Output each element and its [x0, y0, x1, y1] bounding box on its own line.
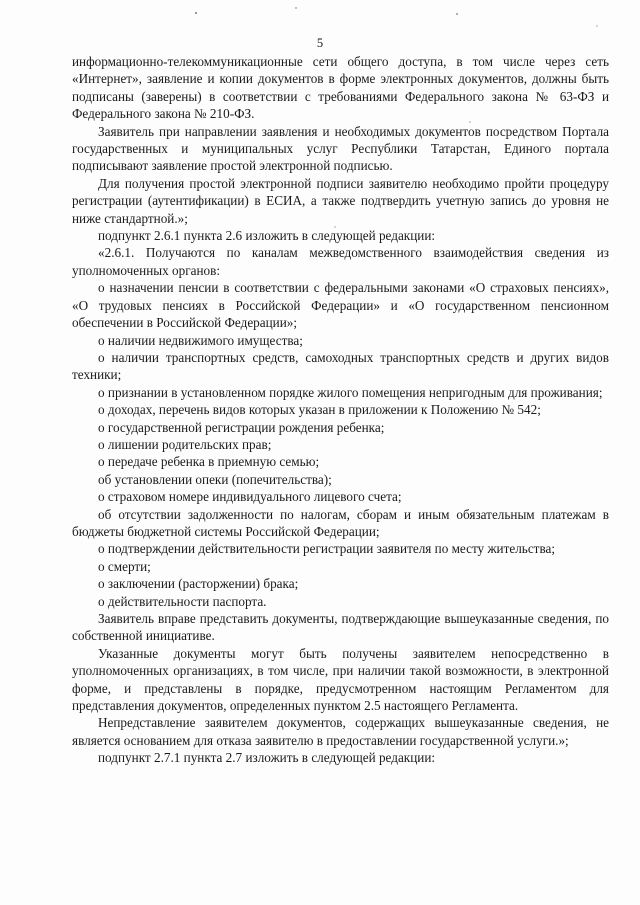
list-item-death: о смерти;: [98, 558, 151, 574]
list-item-parental-rights: о лишении родительских прав;: [98, 436, 272, 452]
paragraph-subclause-2-6-1-intro: подпункт 2.6.1 пункта 2.6 изложить в следующей редакции:: [98, 228, 436, 244]
paragraph-documents-obtained: Указанные документы могут быть получены заявителем непосредственно в уполномоченных организациях, в том числе, при наличии такой возможности, в электронной форме, и представлены в порядке, предусмотренном настоящим Регламентом для представления документов, определенных пунктом 2.5 настоящего Регламента.: [72, 645, 609, 714]
paragraph-subclause-2-7-1-intro: подпункт 2.7.1 пункта 2.7 изложить в следующей редакции:: [98, 750, 436, 766]
list-item-tax-debt: об отсутствии задолженности по налогам, сборам и иным обязательным платежам в бюджеты бюджетной системы Российской Федерации;: [72, 506, 609, 539]
paragraph-own-initiative: Заявитель вправе представить документы, подтверждающие вышеуказанные сведения, по собственной инициативе.: [72, 611, 609, 644]
list-item-residence-registration: о подтверждении действительности регистрации заявителя по месту жительства;: [98, 541, 556, 557]
list-item-foster-family: о передаче ребенка в приемную семью;: [98, 454, 320, 470]
list-item-pension: о назначении пенсии в соответствии с федеральными законами «О страховых пенсиях», «О трудовых пенсиях в Российской Федерации» и «О государственном пенсионном обеспечении в Российской Федерации»;: [72, 280, 609, 331]
paragraph-2-6-1-heading: «2.6.1. Получаются по каналам межведомственного взаимодействия сведения из уполномоченных органов:: [72, 245, 609, 278]
list-item-unfit-housing: о признании в установленном порядке жилого помещения непригодным для проживания;: [98, 384, 603, 400]
paragraph-internet-signing: информационно-телекоммуникационные сети общего доступа, в том числе через сеть «Интернет», заявление и копии документов в форме электронных документов, должны быть подписаны (заверены) в соответствии с требованиями Федерального закона № 63-ФЗ и Федерального закона № 210-ФЗ.: [72, 54, 609, 122]
page-number: 5: [316, 36, 324, 50]
list-item-guardianship: об установлении опеки (попечительства);: [98, 471, 332, 487]
list-item-insurance-number: о страховом номере индивидуального лицевого счета;: [98, 489, 402, 505]
list-item-marriage: о заключении (расторжении) брака;: [98, 576, 299, 592]
list-item-birth-registration: о государственной регистрации рождения ребенка;: [98, 419, 385, 435]
paragraph-portal-signature: Заявитель при направлении заявления и необходимых документов посредством Портала государственных и муниципальных услуг Республики Татарстан, Единого портала подписывают заявление простой электронной подписью.: [72, 123, 609, 174]
list-item-vehicles: о наличии транспортных средств, самоходных транспортных средств и других видов техники;: [72, 349, 609, 383]
paragraph-non-submission: Непредставление заявителем документов, содержащих вышеуказанные сведения, не является основанием для отказа заявителю в предоставлении государственной услуги.»;: [72, 715, 609, 748]
document-body: [72, 53, 609, 767]
list-item-income: о доходах, перечень видов которых указан в приложении к Положению № 542;: [98, 402, 541, 418]
list-item-passport-validity: о действительности паспорта.: [98, 593, 267, 609]
paragraph-esia-registration: Для получения простой электронной подписи заявителю необходимо пройти процедуру регистрации (аутентификации) в ЕСИА, а также подтвердить учетную запись до уровня не ниже стандартной.»;: [72, 175, 609, 226]
list-item-real-estate: о наличии недвижимого имущества;: [98, 332, 303, 348]
